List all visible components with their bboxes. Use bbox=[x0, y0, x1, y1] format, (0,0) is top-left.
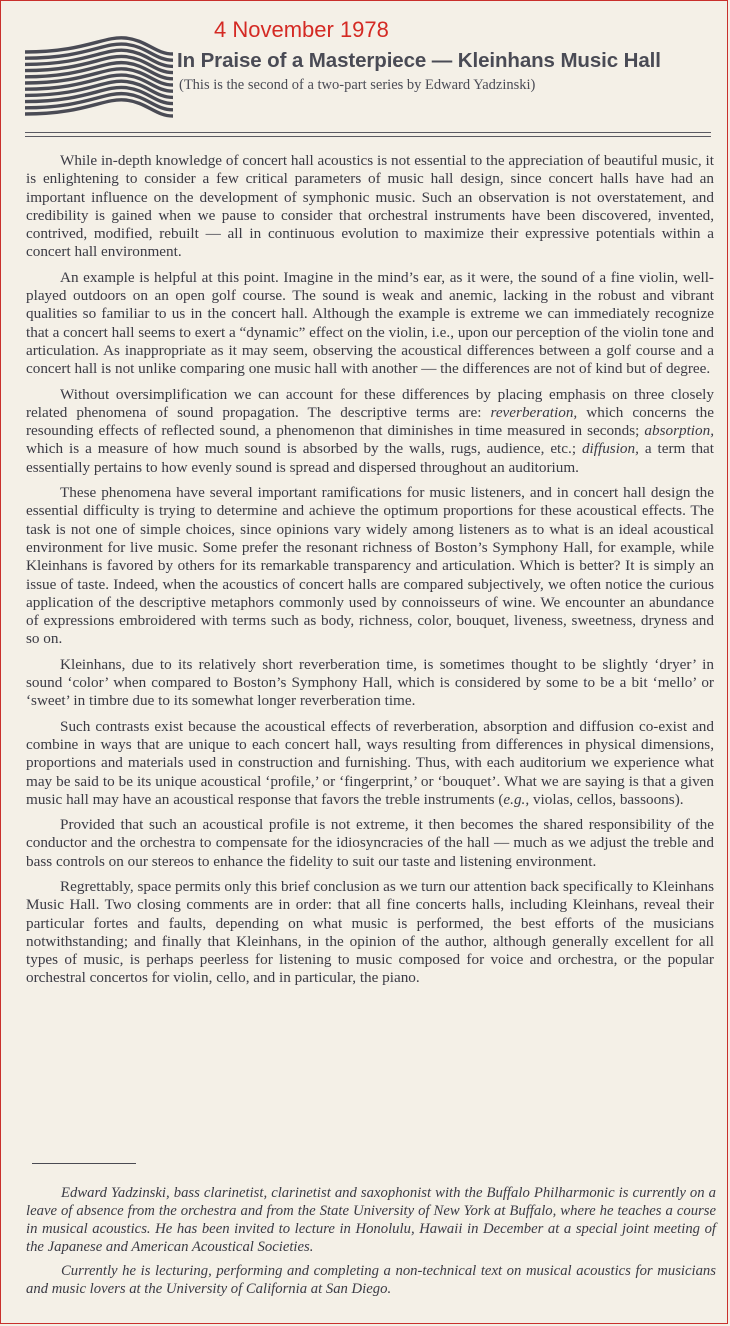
wave-lines-logo-icon bbox=[25, 34, 173, 129]
paragraph: These phenomena have several important ramifications for music listeners, and in concert hall design the essential difficulty is trying to determine and achieve the optimum proportions for these acoustical effects. The task is not one of simple choices, since opinions vary widely among listeners as to what is an ideal acoustical environment for live music. Some prefer the resonant richness of Boston’s Symphony Hall, for example, while Kleinhans is favored by others for its remarkable transparency and articulation. Which is better? It is simply an issue of taste. Indeed, when the acoustics of concert halls are compared subjectively, we often notice the curious application of the descriptive metaphors commonly used by connoisseurs of wine. We encounter an abundance of expressions embroidered with terms such as body, richness, color, bouquet, liveness, sweetness, dryness and so on. bbox=[26, 484, 714, 648]
date-label: 4 November 1978 bbox=[214, 17, 389, 42]
article-subtitle: (This is the second of a two-part series by Edward Yadzinski) bbox=[179, 77, 536, 93]
term-absorption: absorption, bbox=[644, 422, 714, 440]
term-reverberation: reverberation, bbox=[490, 403, 578, 421]
paragraph: Such contrasts exist because the acoustical effects of reverberation, absorption and diffusion co-exist and combine in ways that are unique to each concert hall, ways resulting from differences in physical dimensions, proportions and materials used in construction and furnishing. Thus, with each auditorium we experience what may be said to be its unique acoustical ‘profile,’ or ‘fingerprint,’ or ‘bouquet’. What we are saying is that a given music hall may have an acoustical response that favors the treble instruments (e.g., violas, cellos, bassoons). bbox=[26, 717, 714, 808]
term-diffusion: diffusion, bbox=[581, 440, 639, 458]
footnote-divider bbox=[32, 1163, 136, 1164]
paragraph: Kleinhans, due to its relatively short reverberation time, is sometimes thought to be slightly ‘dryer’ in sound ‘color’ when compared to Boston’s Symphony Hall, which is considered by some to be a bit ‘mello’ or ‘sweet’ in timbre due to its somewhat longer reverberation time. bbox=[26, 655, 714, 710]
paragraph: Regrettably, space permits only this brief conclusion as we turn our attention back specifically to Kleinhans Music Hall. Two closing comments are in order: that all fine concerts halls, including Kleinhans, reveal their particular fortes and faults, depending on what music is performed, the best efforts of the musicians notwithstanding; and finally that Kleinhans, in the opinion of the author, although generally excellent for all types of music, is perhaps peerless for listening to music composed for voice and orchestra, or the popular orchestral concertos for violin, cello, and in particular, the piano. bbox=[26, 877, 714, 987]
author-bio bbox=[26, 1184, 716, 1305]
paragraph: Without oversimplification we can account for these differences by placing emphasis on three closely related phenomena of sound propagation. The descriptive terms are: reverberation, which concerns the resounding effects of reflected sound, a phenomenon that diminishes in time measured in seconds; absorption, which is a measure of how much sound is absorbed by the walls, rugs, audience, etc.; diffusion, a term that essentially pertains to how evenly sound is spread and dispersed throughout an auditorium. bbox=[26, 385, 714, 476]
paragraph: An example is helpful at this point. Imagine in the mind’s ear, as it were, the sound of a fine violin, well-played outdoors on an open golf course. The sound is weak and anemic, lacking in the robust and vibrant qualities so familiar to us in the concert hall. Although the example is extreme we can immediately recognize that a concert hall seems to exert a “dynamic” effect on the violin, i.e., upon our perception of the violin tone and articulation. As inappropriate as it may seem, observing the acoustical differences between a golf course and a concert hall is not unlike comparing one music hall with another — the differences are not of kind but of degree. bbox=[26, 268, 714, 378]
paragraph: While in-depth knowledge of concert hall acoustics is not essential to the appreciation of beautiful music, it is enlightening to consider a few critical parameters of music hall design, since concert halls have had an important influence on the development of symphonic music. Such an observation is not overstatement, and credibility is gained when we pause to consider that orchestral instruments have been discovered, invented, contrived, modified, rebuilt — all in continuous evolution to maximize their expressive potentials within a concert hall environment. bbox=[26, 152, 714, 261]
article-title: In Praise of a Masterpiece — Kleinhans Music Hall bbox=[177, 49, 661, 72]
article-body bbox=[26, 152, 714, 995]
bio-paragraph: Edward Yadzinski, bass clarinetist, clarinetist and saxophonist with the Buffalo Philharmonic is currently on a leave of absence from the orchestra and from the State University of New York at Buffalo, where he teaches a course in musical acoustics. He has been invited to lecture in Honolulu, Hawaii in December at a special joint meeting of the Japanese and American Acoustical Societies. bbox=[26, 1185, 716, 1256]
header-divider bbox=[25, 132, 711, 133]
bio-paragraph: Currently he is lecturing, performing and completing a non-technical text on musical acoustics for musicians and music lovers at the University of California at San Diego. bbox=[26, 1263, 716, 1298]
paragraph: Provided that such an acoustical profile is not extreme, it then becomes the shared responsibility of the conductor and the orchestra to compensate for the idiosyncracies of the hall — much as we adjust the treble and bass controls on our stereos to enhance the fidelity to suit our taste and listening environment. bbox=[26, 816, 714, 870]
header-divider-secondary bbox=[25, 136, 711, 137]
